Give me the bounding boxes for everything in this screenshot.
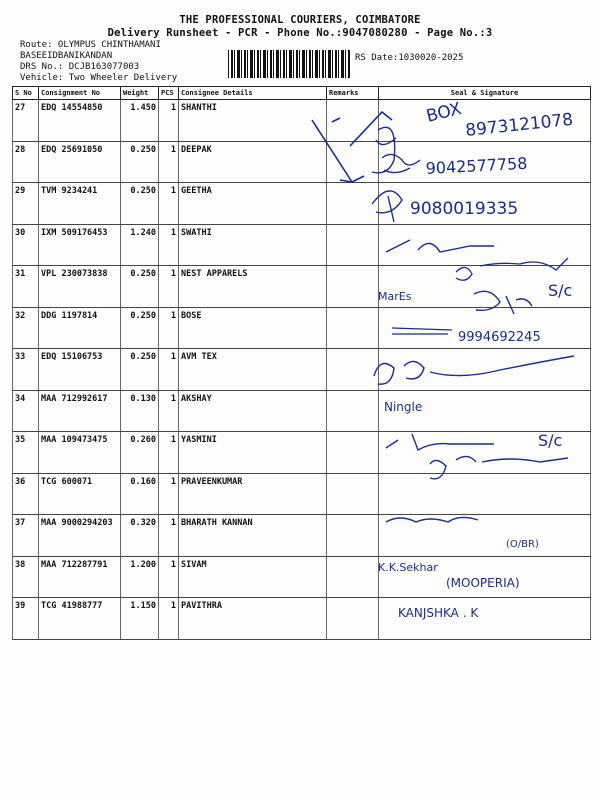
hw-phone1: 8973121078	[464, 109, 575, 141]
cell-sno: 38	[13, 556, 39, 598]
col-header-consignee: Consignee Details	[179, 87, 327, 100]
cell-weight: 0.320	[121, 515, 159, 557]
cell-consignment-no: MAA 712287791	[39, 556, 121, 598]
table-header-row	[13, 87, 591, 100]
cell-consignment-no: MAA 9000294203	[39, 515, 121, 557]
cell-signature	[379, 390, 591, 432]
runsheet-subtitle: Delivery Runsheet - PCR - Phone No.:9047080280 - Page No.:3	[107, 27, 493, 39]
hw-kanishka: KANJSHKA . K	[398, 606, 479, 620]
cell-pcs: 1	[159, 432, 179, 474]
table-row	[13, 432, 591, 474]
cell-signature	[379, 515, 591, 557]
hw-mooperia: (MOOPERIA)	[446, 576, 520, 590]
table-row	[13, 390, 591, 432]
vehicle-line: Vehicle: Two Wheeler Delivery	[20, 73, 178, 83]
cell-signature	[379, 349, 591, 391]
cell-consignee: SIVAM	[179, 556, 327, 598]
cell-sno: 33	[13, 349, 39, 391]
col-header-pcs: PCS	[159, 87, 179, 100]
cell-remarks	[327, 183, 379, 225]
drs-barcode	[228, 50, 350, 78]
cell-consignment-no: TCG 41988777	[39, 598, 121, 640]
cell-pcs: 1	[159, 224, 179, 266]
cell-consignment-no: DDG 1197814	[39, 307, 121, 349]
cell-remarks	[327, 100, 379, 142]
cell-consignee: SHANTHI	[179, 100, 327, 142]
cell-signature	[379, 598, 591, 640]
cell-pcs: 1	[159, 266, 179, 308]
rs-date: RS Date:1030020-2025	[355, 53, 464, 63]
cell-pcs: 1	[159, 100, 179, 142]
table-row	[13, 100, 591, 142]
cell-pcs: 1	[159, 141, 179, 183]
cell-signature	[379, 224, 591, 266]
col-header-sno: S No	[13, 87, 39, 100]
cell-remarks	[327, 473, 379, 515]
table-row	[13, 307, 591, 349]
cell-weight: 1.200	[121, 556, 159, 598]
cell-sno: 39	[13, 598, 39, 640]
cell-pcs: 1	[159, 556, 179, 598]
cell-weight: 0.250	[121, 183, 159, 225]
company-title: THE PROFESSIONAL COURIERS, COIMBATORE	[179, 14, 421, 26]
cell-consignee: PAVITHRA	[179, 598, 327, 640]
cell-sno: 27	[13, 100, 39, 142]
hw-obr: (O/BR)	[506, 539, 539, 550]
cell-signature	[379, 473, 591, 515]
table-row	[13, 266, 591, 308]
cell-weight: 1.150	[121, 598, 159, 640]
cell-pcs: 1	[159, 598, 179, 640]
cell-remarks	[327, 307, 379, 349]
cell-consignee: BOSE	[179, 307, 327, 349]
cell-pcs: 1	[159, 349, 179, 391]
cell-sno: 29	[13, 183, 39, 225]
cell-sno: 28	[13, 141, 39, 183]
route-line: Route: OLYMPUS CHINTHAMANI	[20, 40, 161, 50]
cell-consignee: NEST APPARELS	[179, 266, 327, 308]
cell-weight: 1.450	[121, 100, 159, 142]
cell-consignment-no: TCG 600071	[39, 473, 121, 515]
cell-pcs: 1	[159, 307, 179, 349]
cell-pcs: 1	[159, 473, 179, 515]
cell-sno: 34	[13, 390, 39, 432]
cell-sno: 36	[13, 473, 39, 515]
drs-line: DRS No.: DCJB163077003	[20, 62, 140, 72]
hw-name34: Ningle	[384, 400, 423, 414]
cell-remarks	[327, 432, 379, 474]
cell-weight: 0.250	[121, 307, 159, 349]
hw-marker: MarEs	[378, 290, 412, 303]
cell-consignee: PRAVEENKUMAR	[179, 473, 327, 515]
cell-pcs: 1	[159, 390, 179, 432]
table-row	[13, 598, 591, 640]
cell-sno: 31	[13, 266, 39, 308]
hw-sc-2: S/c	[538, 431, 563, 450]
cell-consignment-no: MAA 712992617	[39, 390, 121, 432]
cell-signature	[379, 183, 591, 225]
cell-signature	[379, 556, 591, 598]
col-header-consignment: Consignment No	[39, 87, 121, 100]
cell-remarks	[327, 141, 379, 183]
cell-signature	[379, 100, 591, 142]
cell-weight: 0.130	[121, 390, 159, 432]
table-row	[13, 224, 591, 266]
table-row	[13, 183, 591, 225]
cell-signature	[379, 432, 591, 474]
staff-line: BASEEIDBANIKANDAN	[20, 51, 113, 61]
cell-remarks	[327, 390, 379, 432]
cell-consignee: GEETHA	[179, 183, 327, 225]
cell-consignment-no: EDQ 15106753	[39, 349, 121, 391]
cell-weight: 0.160	[121, 473, 159, 515]
hw-phone2: 9042577758	[425, 153, 528, 178]
table-row	[13, 349, 591, 391]
cell-consignee: SWATHI	[179, 224, 327, 266]
cell-consignment-no: EDQ 25691050	[39, 141, 121, 183]
cell-consignment-no: EDQ 14554850	[39, 100, 121, 142]
cell-consignee: DEEPAK	[179, 141, 327, 183]
cell-remarks	[327, 224, 379, 266]
col-header-remarks: Remarks	[327, 87, 379, 100]
cell-consignee: AVM TEX	[179, 349, 327, 391]
runsheet-table	[12, 86, 591, 640]
cell-remarks	[327, 598, 379, 640]
cell-pcs: 1	[159, 515, 179, 557]
cell-remarks	[327, 349, 379, 391]
cell-weight: 0.260	[121, 432, 159, 474]
cell-consignee: AKSHAY	[179, 390, 327, 432]
cell-pcs: 1	[159, 183, 179, 225]
cell-remarks	[327, 556, 379, 598]
cell-weight: 0.250	[121, 266, 159, 308]
cell-weight: 0.250	[121, 141, 159, 183]
hw-box: BOX	[424, 98, 464, 127]
hw-kk: K.K.Sekhar	[378, 561, 438, 574]
cell-signature	[379, 266, 591, 308]
hw-phone4: 9994692245	[458, 330, 541, 345]
cell-signature	[379, 307, 591, 349]
col-header-weight: Weight	[121, 87, 159, 100]
table-row	[13, 141, 591, 183]
table-row	[13, 515, 591, 557]
cell-sno: 30	[13, 224, 39, 266]
table-row	[13, 556, 591, 598]
cell-consignee: BHARATH KANNAN	[179, 515, 327, 557]
cell-consignment-no: MAA 109473475	[39, 432, 121, 474]
cell-sno: 37	[13, 515, 39, 557]
hw-phone3: 9080019335	[410, 199, 519, 219]
cell-remarks	[327, 266, 379, 308]
cell-remarks	[327, 515, 379, 557]
col-header-signature: Seal & Signature	[379, 87, 591, 100]
hw-sc-1: S/c	[548, 281, 573, 300]
cell-consignment-no: VPL 230073838	[39, 266, 121, 308]
cell-signature	[379, 141, 591, 183]
cell-consignment-no: TVM 9234241	[39, 183, 121, 225]
cell-weight: 1.240	[121, 224, 159, 266]
cell-sno: 32	[13, 307, 39, 349]
cell-sno: 35	[13, 432, 39, 474]
cell-consignment-no: IXM 509176453	[39, 224, 121, 266]
cell-weight: 0.250	[121, 349, 159, 391]
table-row	[13, 473, 591, 515]
cell-consignee: YASMINI	[179, 432, 327, 474]
